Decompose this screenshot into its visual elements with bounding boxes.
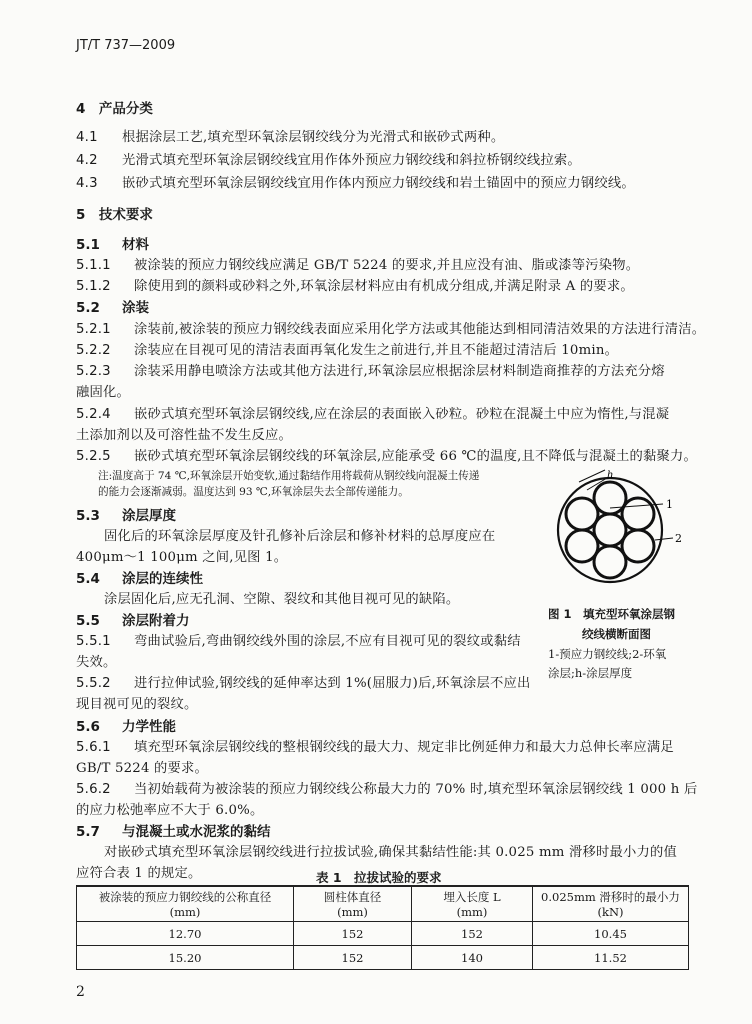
coating-outline [558,478,662,582]
clause-number: 5.2.1 [76,322,111,337]
clause-text: 根据涂层工艺,填充型环氧涂层钢绞线分为光滑式和嵌砂式两种。 [122,130,505,145]
table-row [77,922,689,946]
clause-text: 当初始载荷为被涂装的预应力钢绞线公称最大力的 70% 时,填充型环氧涂层钢绞线 1 000 h 后 [134,782,698,797]
clause-4-2 [76,149,581,168]
clause-5-6-2-cont: 的应力松弛率应不大于 6.0%。 [76,803,264,818]
clause-5-2-heading [76,296,149,316]
wire-outer [622,498,654,530]
header-unit: (mm) [337,905,368,919]
table-cell: 152 [294,946,412,970]
clause-text: 填充型环氧涂层钢绞线的整根钢绞线的最大力、规定非比例延伸力和最大力总伸长率应满足 [134,740,674,755]
clause-5-6-2 [76,778,697,797]
clause-title: 材料 [122,237,149,253]
note-line-1: 注:温度高于 74 ℃,环氧涂层开始变软,通过黏结作用将载荷从钢绞线向混凝土传递 [98,470,480,482]
table-header-row [77,887,689,922]
clause-title: 涂层的连续性 [122,571,203,587]
clause-5-6-heading [76,715,176,735]
clause-4-3 [76,172,635,191]
figure-label-2: 2 [675,532,682,545]
clause-5-1-1 [76,254,639,273]
clause-5-3-text-cont: 400μm～1 100μm 之间,见图 1。 [76,550,288,565]
figure-legend-line-1: 1-预应力钢绞线;2-环氧 [548,647,667,661]
clause-number: 4.2 [76,153,98,168]
clause-number: 5.3 [76,508,100,524]
header-cell [412,887,533,922]
clause-5-4-heading [76,567,203,587]
table-cell: 140 [412,946,533,970]
table-cell: 11.52 [533,946,689,970]
clause-number: 5.2 [76,300,100,316]
table-cell: 10.45 [533,922,689,946]
clause-title: 力学性能 [122,719,176,735]
header-unit: (mm) [456,905,488,919]
clause-text: 弯曲试验后,弯曲钢绞线外围的涂层,不应有目视可见的裂纹或黏结 [134,634,521,649]
header-line: 圆柱体直径 [323,890,382,904]
header-cell [294,887,412,922]
table-cell: 12.70 [77,922,294,946]
clause-5-4-text: 涂层固化后,应无孔洞、空隙、裂纹和其他目视可见的缺陷。 [104,592,460,607]
clause-title: 涂层厚度 [122,508,176,524]
figure-label-h: h [607,470,614,481]
clause-text: 涂装采用静电喷涂方法或其他方法进行,环氧涂层应根据涂层材料制造商推荐的方法充分熔 [134,364,665,379]
table-cell: 152 [294,922,412,946]
wire-outer [566,498,598,530]
clause-text: 嵌砂式填充型环氧涂层钢绞线,应在涂层的表面嵌入砂粒。砂粒在混凝土中应为惰性,与混凝 [134,407,670,422]
doc-code: JT/T 737—2009 [76,38,176,53]
header-unit: (kN) [597,905,624,919]
clause-5-5-1-cont: 失效。 [76,655,117,670]
clause-number: 4.3 [76,176,98,191]
clause-5-3-heading [76,504,176,524]
figure-label-1: 1 [666,498,673,511]
clause-text: 嵌砂式填充型环氧涂层钢绞线的环氧涂层,应能承受 66 ℃的温度,且不降低与混凝土的黏聚力。 [134,449,697,464]
clause-5-3-text: 固化后的环氧涂层厚度及针孔修补后涂层和修补材料的总厚度应在 [104,529,496,544]
clause-5-2-3-cont: 融固化。 [76,385,130,400]
clause-number: 5.5.1 [76,634,111,649]
clause-number: 5.5.2 [76,676,111,691]
table-title: 表 1 拉拔试验的要求 [316,870,442,885]
clause-text: 除使用到的颜料或砂料之外,环氧涂层材料应由有机成分组成,并满足附录 A 的要求。 [134,279,634,294]
clause-number: 5.2.2 [76,343,111,358]
clause-title: 涂装 [122,300,149,316]
clause-text: 被涂装的预应力钢绞线应满足 GB/T 5224 的要求,并且应没有油、脂或漆等污染物。 [134,258,640,273]
figure-legend-line-2: 涂层;h-涂层厚度 [548,666,633,680]
clause-text: 嵌砂式填充型环氧涂层钢绞线宜用作体内预应力钢绞线和岩土锚固中的预应力钢绞线。 [122,176,635,191]
clause-number: 4.1 [76,130,98,145]
clause-5-5-heading [76,609,190,629]
clause-number: 5.1.1 [76,258,111,273]
clause-5-1-heading [76,233,149,253]
clause-5-2-2 [76,339,618,358]
header-line: 埋入长度 L [443,890,501,904]
clause-number: 5.2.3 [76,364,111,379]
figure-caption-line-1: 图 1 填充型环氧涂层钢 [548,607,676,621]
clause-number: 5.6.2 [76,782,111,797]
pull-out-test-table [76,886,689,970]
header-cell [533,887,689,922]
header-line: 0.025mm 滑移时的最小力 [541,890,680,904]
wire-outer [566,530,598,562]
clause-number: 5.5 [76,613,100,629]
clause-5-2-3 [76,360,665,379]
cross-section-figure [545,468,695,598]
clause-text: 光滑式填充型环氧涂层钢绞线宜用作体外预应力钢绞线和斜拉桥钢绞线拉索。 [122,153,581,168]
clause-5-5-2 [76,672,530,691]
clause-text: 进行拉伸试验,钢绞线的延伸率达到 1%(屈服力)后,环氧涂层不应出 [134,676,531,691]
figure-caption-line-2: 绞线横断面图 [582,627,651,641]
header-unit: (mm) [169,905,201,919]
clause-5-7-heading [76,820,271,840]
clause-5-5-2-cont: 现目视可见的裂纹。 [76,697,198,712]
clause-5-7-text-cont: 应符合表 1 的规定。 [76,866,202,881]
clause-number: 5.6.1 [76,740,111,755]
note-line-2: 的能力会逐渐减弱。温度达到 93 ℃,环氧涂层失去全部传递能力。 [98,486,409,498]
clause-number: 5.4 [76,571,100,587]
clause-5-2-4-cont: 土添加剂以及可溶性盐不发生反应。 [76,428,292,443]
clause-5-5-1 [76,630,521,649]
table-cell: 15.20 [77,946,294,970]
leader-line-2 [655,538,673,540]
header-cell [77,887,294,922]
clause-number: 5.6 [76,719,100,735]
table-cell: 152 [412,922,533,946]
clause-number: 5.2.5 [76,449,111,464]
clause-title: 涂层附着力 [122,613,190,629]
clause-5-2-1 [76,318,705,337]
clause-text: 涂装前,被涂装的预应力钢绞线表面应采用化学方法或其他能达到相同清洁效果的方法进行清洁。 [134,322,706,337]
clause-5-6-1 [76,736,674,755]
clause-title: 与混凝土或水泥浆的黏结 [122,824,271,840]
page-number: 2 [76,984,85,1000]
clause-5-1-2 [76,275,634,294]
clause-text: 涂装应在目视可见的清洁表面再氧化发生之前进行,并且不能超过清洁后 10min。 [134,343,619,358]
clause-5-2-4 [76,403,669,422]
clause-number: 5.7 [76,824,100,840]
clause-5-2-5 [76,445,697,464]
header-line: 被涂装的预应力钢绞线的公称直径 [98,890,272,904]
clause-5-6-1-cont: GB/T 5224 的要求。 [76,761,209,776]
table-row [77,946,689,970]
clause-number: 5.1 [76,237,100,253]
clause-number: 5.1.2 [76,279,111,294]
clause-5-7-text: 对嵌砂式填充型环氧涂层钢绞线进行拉拔试验,确保其黏结性能:其 0.025 mm 滑移时最小力的值 [104,845,677,860]
clause-4-1 [76,126,504,145]
section-5-title: 5 技术要求 [76,207,153,223]
section-4-title: 4 产品分类 [76,101,153,117]
clause-number: 5.2.4 [76,407,111,422]
